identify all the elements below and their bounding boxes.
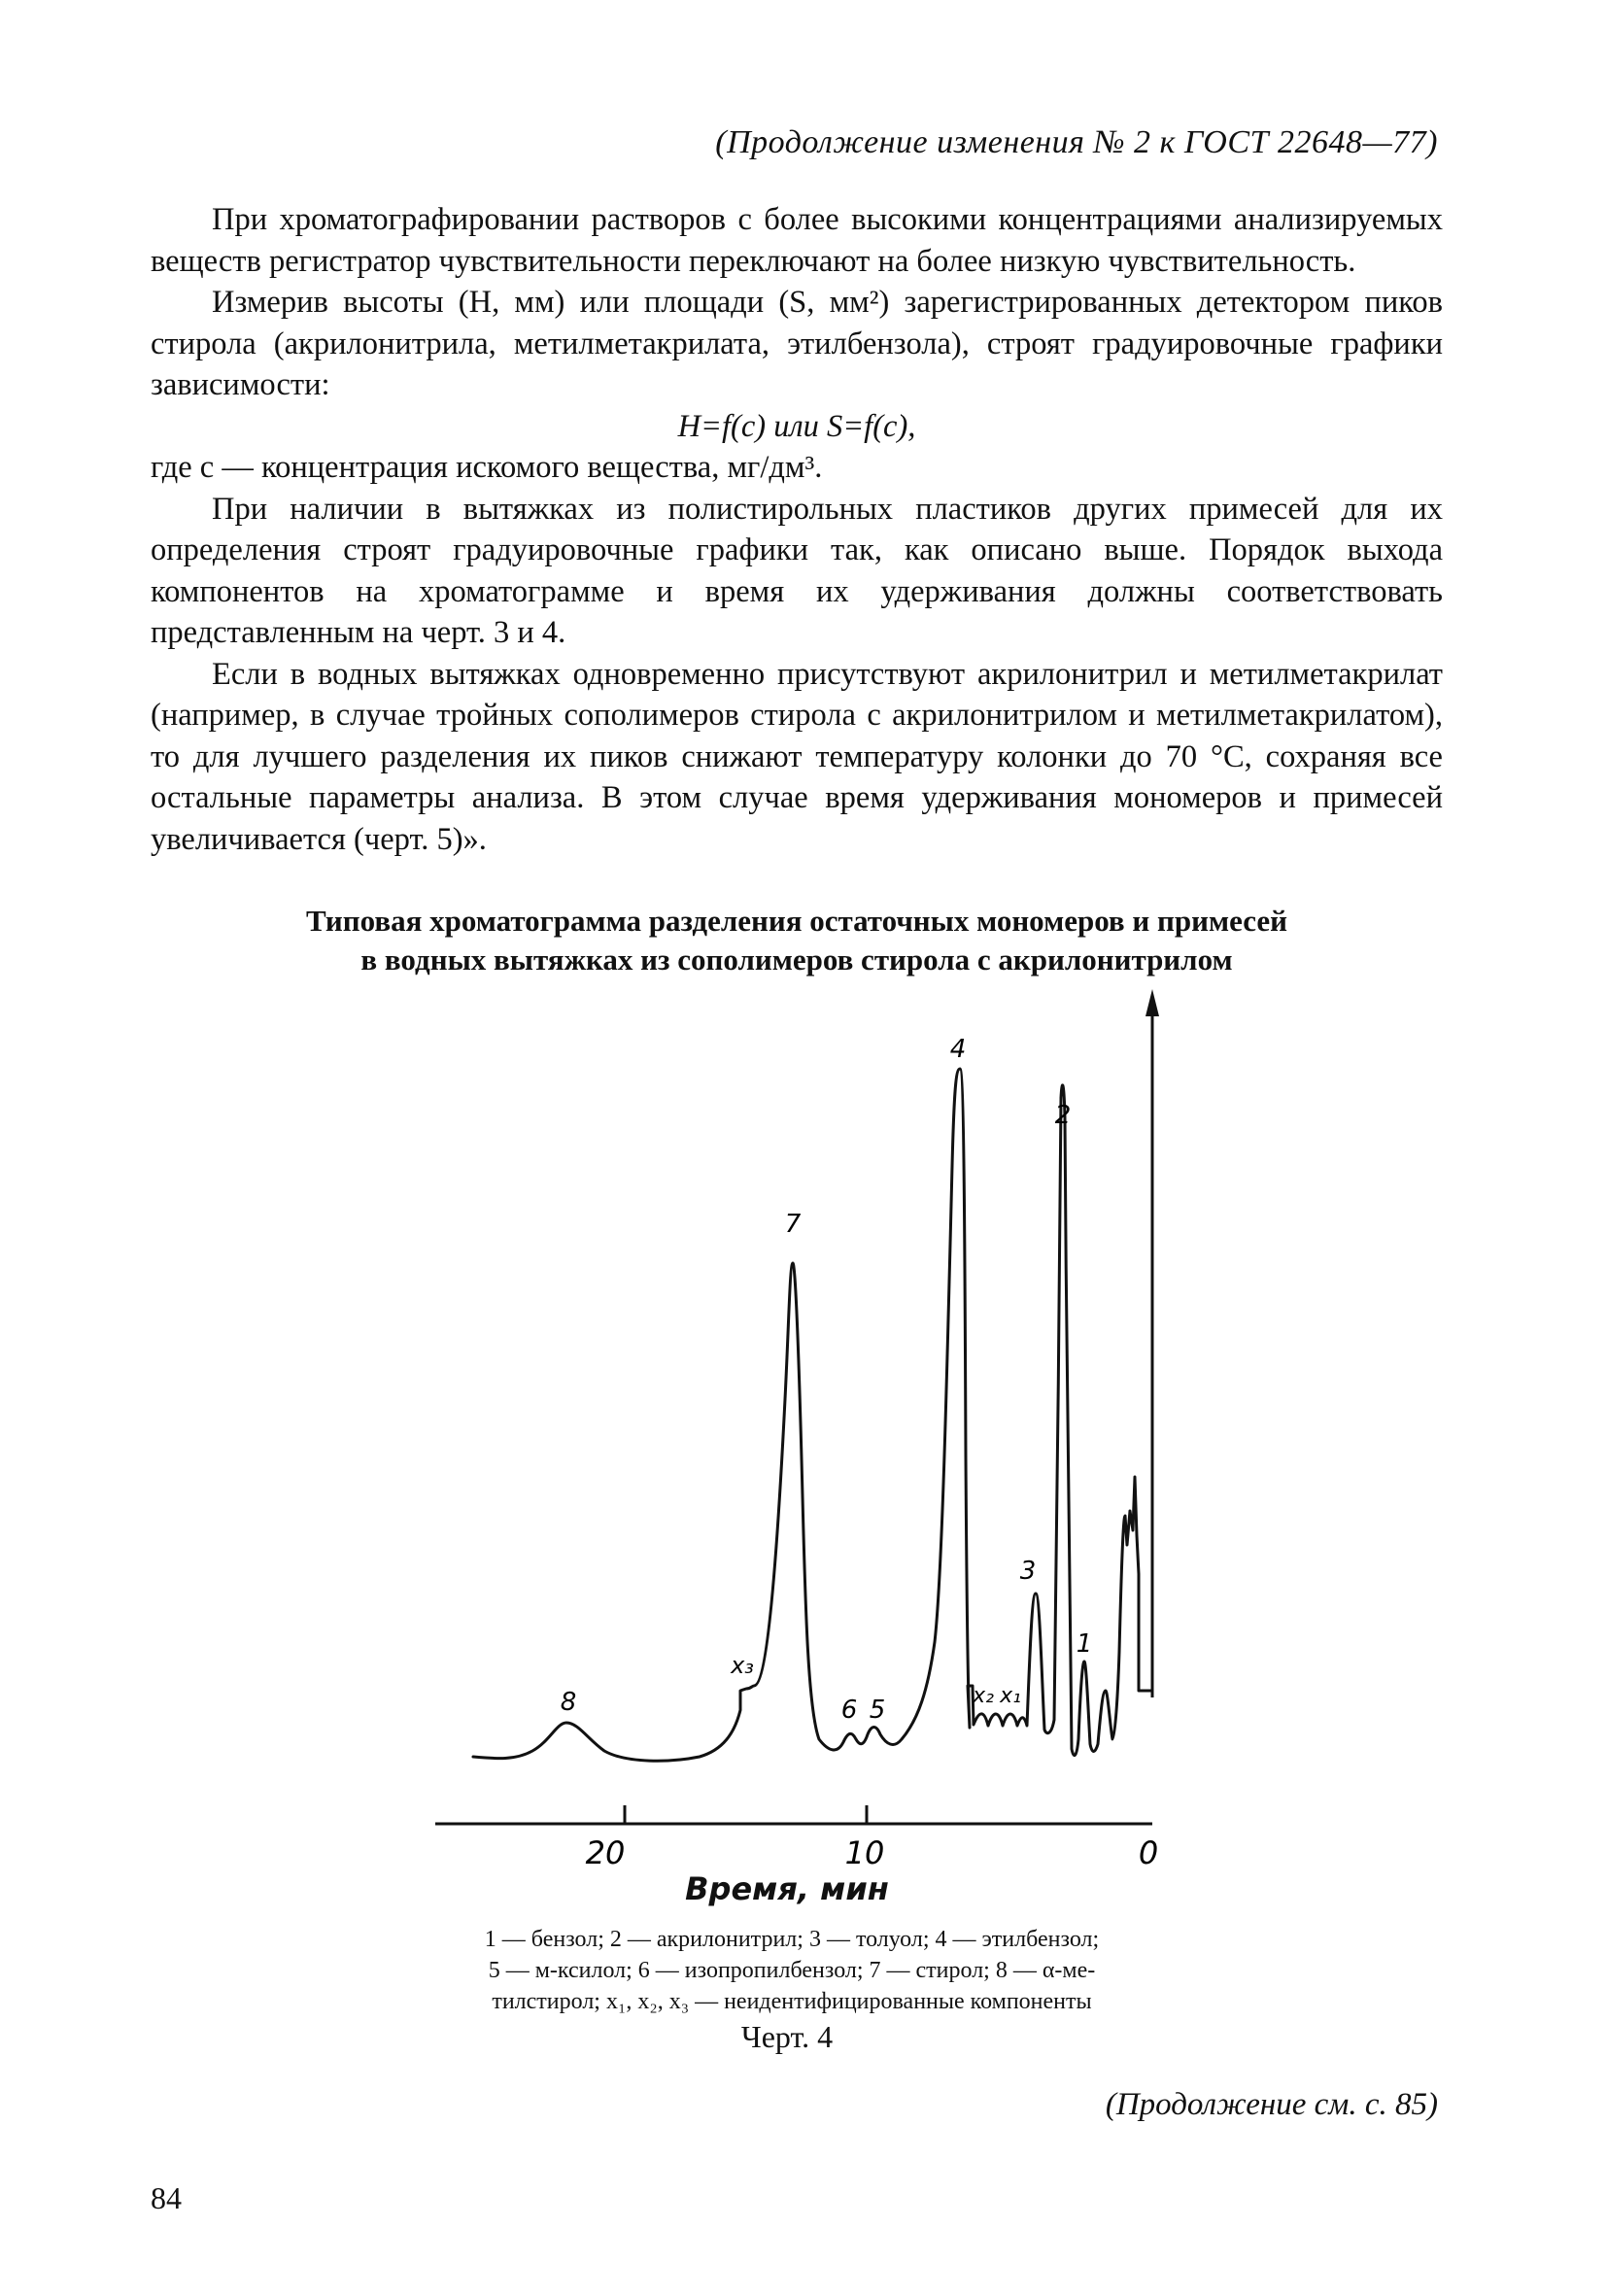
- x-axis-title: Время, мин: [685, 1870, 889, 1907]
- figure-legend: [408, 1924, 1176, 2017]
- figure-title-line-2: в водных вытяжках из сополимеров стирола с акрилонитрилом: [360, 942, 1233, 977]
- paragraph-3: При наличии в вытяжках из полистирольных пластиков других примесей для их определения строят градуировочные графики так, как описано выше. Порядок выхода компонентов на хроматограмме и время их удерживания должны соответствовать представленным на черт. 3 и 4.: [151, 491, 1443, 650]
- legend-line-3: тилстирол; x₁, x₂, x₃ — неидентифицированные компоненты: [492, 1989, 1092, 2014]
- peak-label-7: 7: [784, 1210, 802, 1239]
- paragraph-2: Измерив высоты (H, мм) или площади (S, мм²) зарегистрированных детектором пиков стирола (акрилонитрила, метилметакрилата, этилбензола), строят градуировочные графики зависимости:: [151, 285, 1443, 402]
- signal-axis-arrow: [1145, 989, 1159, 1016]
- peak-label-5: 5: [869, 1696, 886, 1725]
- legend-line-1: 1 — бензол; 2 — акрилонитрил; 3 — толуол; 4 — этилбензол;: [484, 1927, 1100, 1952]
- figure-title-line-1: Типовая хроматограмма разделения остаточных мономеров и примесей: [305, 904, 1288, 938]
- formula: H=f(c) или S=f(c),: [677, 408, 916, 444]
- tick-label-10: 10: [844, 1834, 885, 1871]
- tick-label-0: 0: [1138, 1834, 1159, 1871]
- peak-label-4: 4: [949, 1035, 967, 1064]
- figure-caption: Черт. 4: [740, 2019, 834, 2054]
- paragraph-1: При хроматографировании растворов с более высокими концентрациями анализируемых веществ регистратор чувствительности переключают на более низкую чувствительность.: [151, 202, 1443, 279]
- peak-label-8: 8: [560, 1688, 577, 1717]
- chromatogram-trace: [473, 1069, 1152, 1761]
- peak-label-1: 1: [1076, 1629, 1093, 1659]
- peak-label-2: 2: [1054, 1101, 1072, 1130]
- peak-label-3: 3: [1019, 1557, 1037, 1586]
- continued-note: (Продолжение см. с. 85): [1105, 2087, 1438, 2122]
- formula-explanation: где c — концентрация искомого вещества, мг/дм³.: [151, 450, 823, 485]
- peak-label-6: 6: [840, 1696, 858, 1725]
- legend-line-2: 5 — м-ксилол; 6 — изопропилбензол; 7 — стирол; 8 — α-ме-: [488, 1958, 1096, 1983]
- page-number: 84: [151, 2180, 182, 2215]
- peak-label-x3: x₃: [731, 1652, 754, 1679]
- peak-label-x1: x₁: [1000, 1684, 1021, 1708]
- peak-label-x2: x₂: [973, 1684, 994, 1708]
- paragraph-4: Если в водных вытяжках одновременно присутствуют акрилонитрил и метилметакрилат (например, в случае тройных сополимеров стирола с акрилонитрилом и метилметакрилатом), то для лучшего разделения их пиков снижают температуру колонки до 70 °С, сохраняя все остальные параметры анализа. В этом случае время удерживания мономеров и примесей увеличивается (черт. 5)».: [151, 656, 1443, 857]
- page-header: (Продолжение изменения № 2 к ГОСТ 22648—77): [715, 124, 1438, 160]
- tick-label-20: 20: [585, 1834, 626, 1871]
